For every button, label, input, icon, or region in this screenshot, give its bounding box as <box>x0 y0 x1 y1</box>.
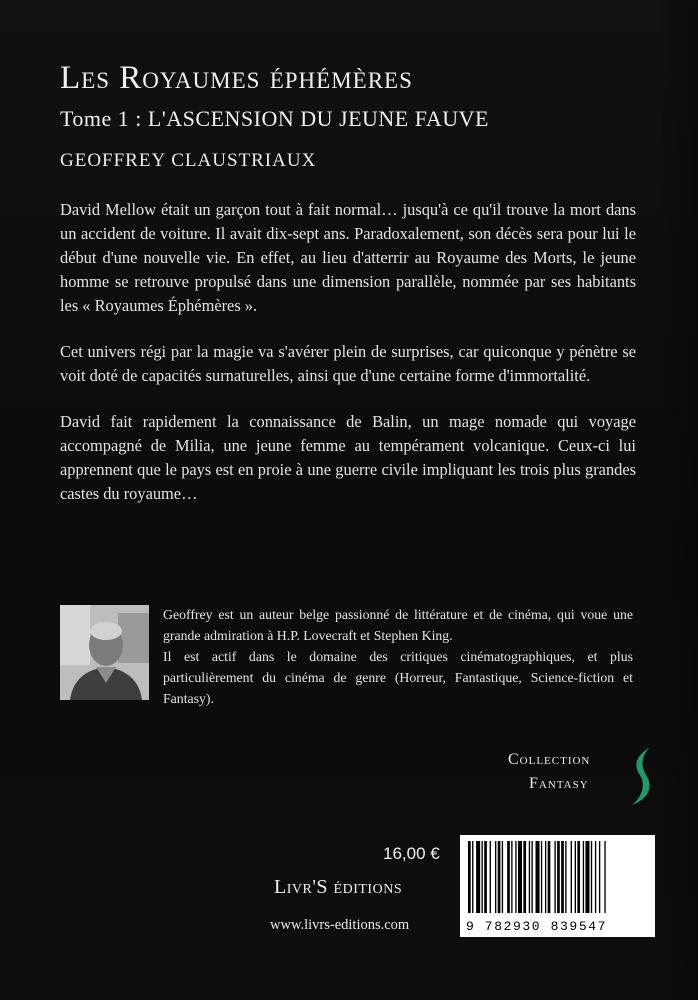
barcode-bar <box>557 841 560 913</box>
barcode-bar <box>554 841 555 913</box>
barcode-bar <box>468 841 471 913</box>
isbn-barcode <box>460 835 655 937</box>
blurb-paragraph-3: David fait rapidement la connaissance de Balin, un mage nomade qui voyage accompagné de Milia, une jeune femme au tempérament volcanique. Ceux-ci lui apprennent que le pays est en proie à une guerre civile impliquant les trois plus grandes castes du royaume… <box>60 412 636 503</box>
author-photo <box>60 605 149 700</box>
blurb <box>60 198 636 528</box>
barcode-bar <box>545 841 546 913</box>
isbn-digits: 9 782930 839547 <box>466 919 608 934</box>
barcode-bar <box>599 841 600 913</box>
barcode-bar <box>536 841 540 913</box>
barcode-bar <box>515 841 516 913</box>
price: 16,00 € <box>383 844 440 863</box>
barcode-bar <box>484 841 487 913</box>
barcode-bar <box>511 841 512 913</box>
edge-shadow <box>658 0 698 1000</box>
barcode-bar <box>565 841 566 913</box>
barcode-bar <box>529 841 530 913</box>
title-block <box>60 56 660 174</box>
barcode-bar <box>523 841 526 913</box>
barcode-bar <box>561 841 564 913</box>
author-portrait-image <box>60 605 149 700</box>
barcode-bar <box>583 841 584 913</box>
barcode-bar <box>548 841 551 913</box>
barcode-bar <box>482 841 483 913</box>
bio-paragraph-1: Geoffrey est un auteur belge passionné de littérature et de cinéma, qui voue une grande admiration à H.P. Lovecraft et Stephen King. <box>163 607 633 643</box>
collection-logo <box>508 745 658 805</box>
bio-paragraph-2: Il est actif dans le domaine des critiques cinématographiques, et plus particulièrement du cinéma de genre (Horreur, Fantastique, Science-fiction et Fantasy). <box>163 649 633 706</box>
barcode-bar <box>571 841 572 913</box>
barcode-bar <box>577 841 580 913</box>
book-title: Les Royaumes éphémères <box>60 60 413 96</box>
barcode-bar <box>595 841 596 913</box>
collection-genre: Fantasy <box>529 775 589 792</box>
barcode-bar <box>541 841 542 913</box>
author-bio <box>163 604 633 709</box>
barcode-bar <box>575 841 576 913</box>
author-name: GEOFFREY CLAUSTRIAUX <box>60 150 317 171</box>
barcode-bar <box>591 841 592 913</box>
barcode-bar <box>585 841 589 913</box>
barcode-bar <box>472 841 473 913</box>
barcode-bar <box>507 841 510 913</box>
barcode-bar <box>498 841 501 913</box>
barcode-bar <box>490 841 491 913</box>
barcode-bar <box>502 841 503 913</box>
collection-label: Collection <box>508 751 591 768</box>
publisher-website: www.livrs-editions.com <box>270 917 410 933</box>
barcode-bar <box>495 841 496 913</box>
barcode-bar <box>531 841 532 913</box>
s-swoosh-logo-icon <box>628 745 658 807</box>
book-subtitle: Tome 1 : L'ASCENSION DU JEUNE FAUVE <box>60 106 489 131</box>
blurb-paragraph-2: Cet univers régi par la magie va s'avérer plein de surprises, car quiconque y pénètre se voit doté de capacités surnaturelles, ainsi que d'une certaine forme d'immortalité. <box>60 342 636 385</box>
barcode-bar <box>476 841 480 913</box>
publisher-name: Livr'S éditions <box>274 876 403 898</box>
barcode-bars <box>466 841 649 913</box>
blurb-paragraph-1: David Mellow était un garçon tout à fait normal… jusqu'à ce qu'il trouve la mort dans un accident de voiture. Il avait dix-sept ans. Paradoxalement, son décès sera pour lui le début d'une nouvelle vie. En effet, au lieu d'atterrir au Royaume des Morts, le jeune homme se retrouve propulsé dans une dimension parallèle, nommée par ses habitants les « Royaumes Éphémères ». <box>60 200 636 315</box>
barcode-bar <box>518 841 522 913</box>
barcode-bar <box>604 841 605 913</box>
